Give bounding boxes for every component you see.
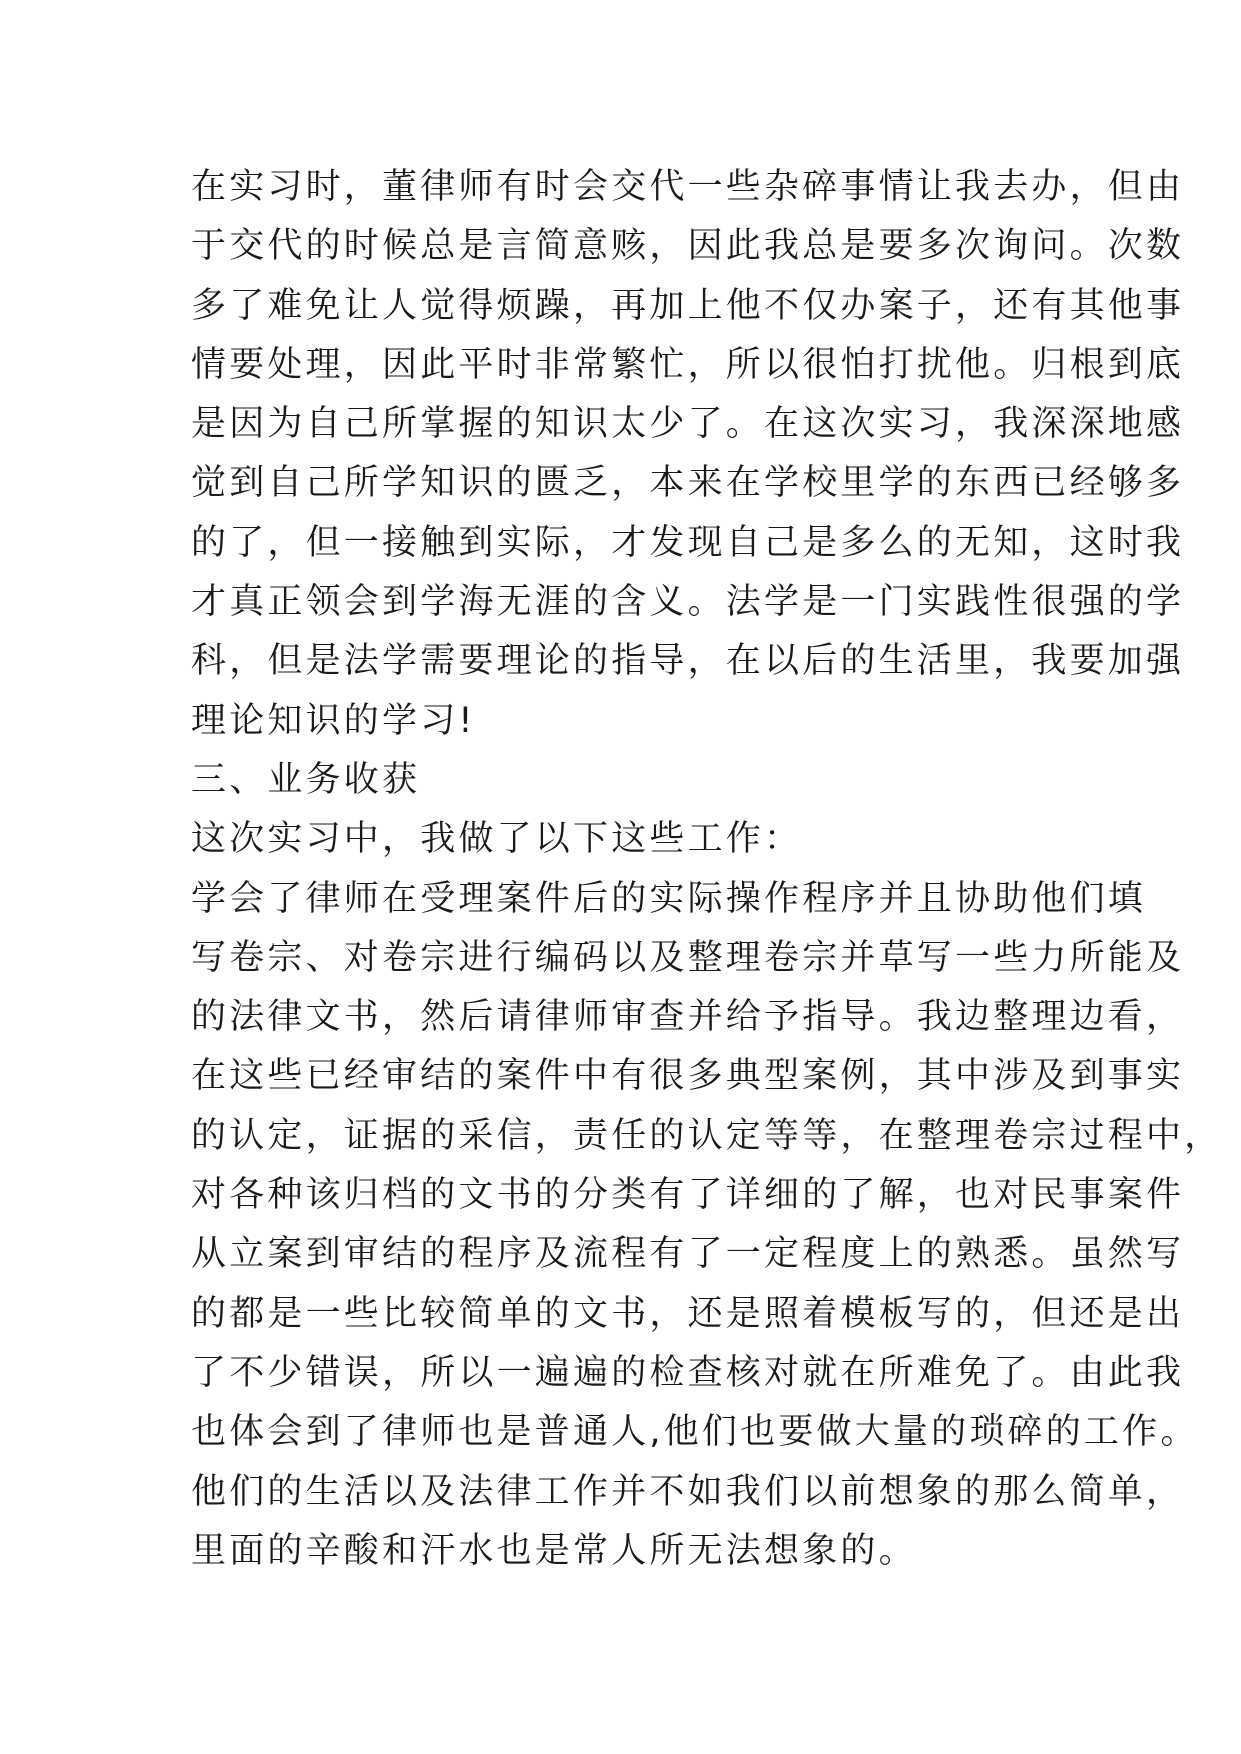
text-line: 了不少错误，所以一遍遍的检查核对就在所难免了。由此我	[191, 1352, 1185, 1393]
document-body	[191, 158, 1223, 1581]
text-line: 在这些已经审结的案件中有很多典型案例，其中涉及到事实	[191, 1056, 1185, 1097]
text-line: 从立案到审结的程序及流程有了一定程度上的熟悉。虽然写	[191, 1234, 1185, 1275]
text-line: 里面的辛酸和汗水也是常人所无法想象的。	[191, 1530, 917, 1571]
text-line: 才真正领会到学海无涯的含义。法学是一门实践性很强的学	[191, 582, 1185, 623]
text-line: 觉到自己所学知识的匮乏，本来在学校里学的东西已经够多	[191, 463, 1185, 504]
text-line: 于交代的时候总是言简意赅，因此我总是要多次询问。次数	[191, 226, 1185, 267]
text-line: 对各种该归档的文书的分类有了详细的了解，也对民事案件	[191, 1175, 1185, 1216]
text-line: 写卷宗、对卷宗进行编码以及整理卷宗并草写一些力所能及	[191, 937, 1185, 978]
text-line: 在实习时，董律师有时会交代一些杂碎事情让我去办，但由	[191, 167, 1185, 207]
text-line: 的认定，证据的采信，责任的认定等等，在整理卷宗过程中，	[191, 1115, 1223, 1156]
text-line: 这次实习中，我做了以下这些工作：	[191, 819, 803, 860]
text-line: 的了，但一接触到实际，才发现自己是多么的无知，这时我	[191, 522, 1185, 563]
section-heading: 三、业务收获	[191, 759, 421, 800]
text-line: 科，但是法学需要理论的指导，在以后的生活里，我要加强	[191, 641, 1185, 682]
text-line: 他们的生活以及法律工作并不如我们以前想象的那么简单，	[191, 1471, 1185, 1512]
text-line: 的法律文书，然后请律师审查并给予指导。我边整理边看，	[191, 997, 1185, 1038]
text-line: 多了难免让人觉得烦躁，再加上他不仅办案子，还有其他事	[191, 285, 1185, 326]
text-line: 理论知识的学习!	[191, 700, 476, 741]
text-line: 的都是一些比较简单的文书，还是照着模板写的，但还是出	[191, 1293, 1185, 1334]
text-line: 学会了律师在受理案件后的实际操作程序并且协助他们填	[191, 878, 1147, 919]
text-line: 情要处理，因此平时非常繁忙，所以很怕打扰他。归根到底	[191, 344, 1185, 385]
text-line: 也体会到了律师也是普通人,他们也要做大量的琐碎的工作。	[191, 1412, 1199, 1453]
text-line: 是因为自己所掌握的知识太少了。在这次实习，我深深地感	[191, 404, 1185, 445]
